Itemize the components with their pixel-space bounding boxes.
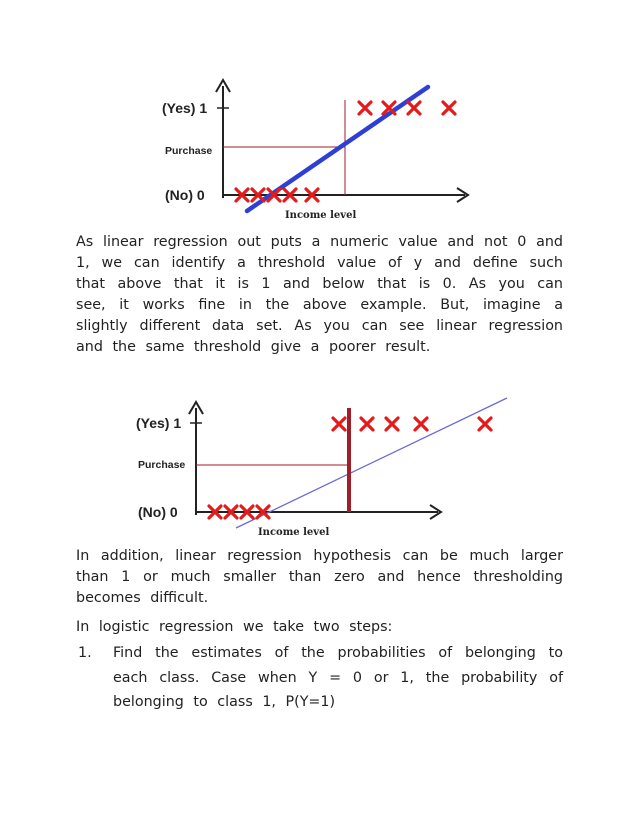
figure-2-linear-regression-plot	[0, 390, 638, 550]
marker-yes-1	[359, 102, 371, 114]
y-label-yes: (Yes) 1	[162, 100, 208, 116]
figure-1-linear-regression-plot	[0, 0, 638, 232]
marker-yes-5	[479, 418, 491, 430]
y-label-no: (No) 0	[138, 504, 178, 520]
steps-list	[76, 641, 563, 715]
marker-yes-2	[361, 418, 373, 430]
marker-yes-4	[443, 102, 455, 114]
y-label-yes: (Yes) 1	[136, 415, 182, 431]
marker-yes-3	[386, 418, 398, 430]
list-item-number: 1.	[78, 645, 92, 661]
y-label-no: (No) 0	[165, 187, 205, 203]
list-item-text: Find the estimates of the probabilities of belonging to each class. Case when Y = 0 or 1, the probability of belonging to class 1, P(Y=1)	[113, 645, 563, 710]
y-label-purchase: Purchase	[165, 145, 213, 157]
list-item	[76, 641, 563, 715]
y-label-purchase: Purchase	[138, 459, 186, 471]
paragraph-logistic-intro: In logistic regression we take two steps:	[76, 619, 393, 635]
regression-line	[247, 87, 428, 211]
paragraph-hypothesis-range: In addition, linear regression hypothesis can be much larger than 1 or much smaller than zero and hence thresholding becomes difficult.	[76, 548, 563, 606]
x-label-income: Income level	[258, 527, 330, 538]
marker-yes-4	[415, 418, 427, 430]
marker-yes-1	[333, 418, 345, 430]
paragraph-threshold: As linear regression out puts a numeric value and not 0 and 1, we can identify a threshold value of y and define such that above that it is 1 and below that is 0. As you can see, it works fine in the above example. But, imagine a slightly different data set. As you can see linear regression and the same threshold give a poorer result.	[76, 234, 563, 355]
x-label-income: Income level	[285, 210, 357, 221]
marker-yes-3	[408, 102, 420, 114]
